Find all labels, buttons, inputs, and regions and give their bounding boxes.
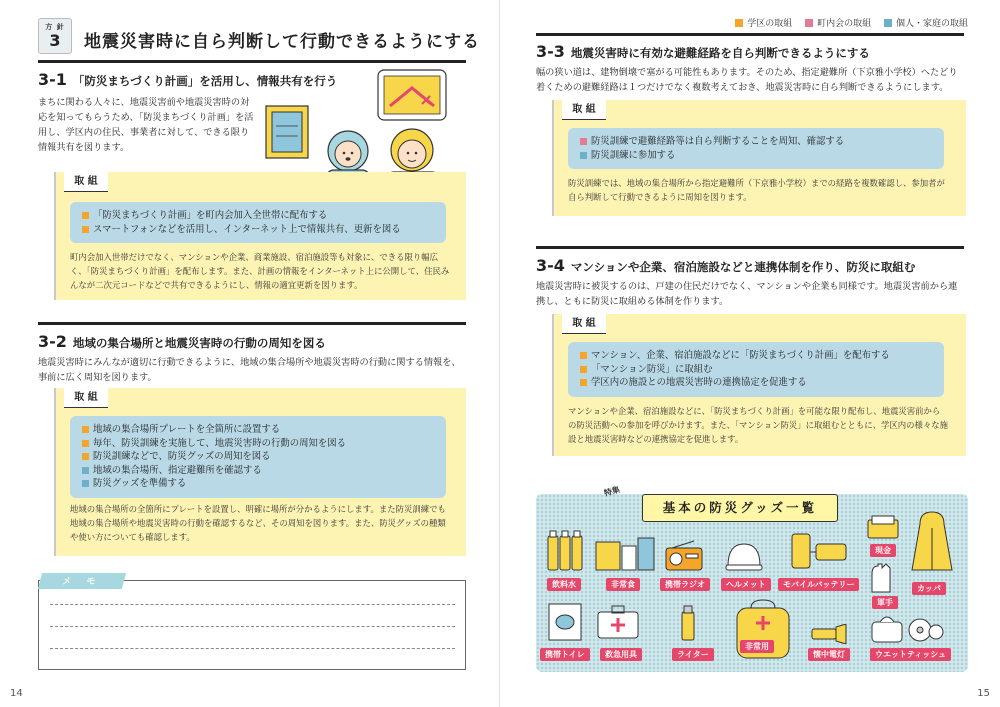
- policy-number: 3: [49, 31, 61, 50]
- policy-badge: [38, 18, 72, 54]
- section-3-1-desc: 町内会加入世帯だけでなく、マンションや企業、商業施設、宿泊施設等も対象に、できる限り幅広く、「防災まちづくり計画」を配布します。また、計画の情報をインターネット上に公開して、住民みんなが二次元コードなどで共有できるようにし、情報の適宜更新を図ります。: [70, 252, 450, 290]
- section-3-3-desc: 防災訓練では、地域の集合場所から指定避難所（下京雅小学校）までの経路を複数確認し、参加者が自ら判断して行動できるように周知を図ります。: [568, 178, 945, 202]
- section-title: 「防災まちづくり計画」を活用し、情報共有を行う: [72, 74, 338, 88]
- section-3-2-actions-box: [54, 388, 466, 556]
- policy-badge-label: 方 針: [45, 23, 65, 31]
- district-marker: [580, 366, 587, 373]
- supplies-title: 基本の防災グッズ一覧: [642, 494, 838, 522]
- item-label-food: 非常食: [606, 578, 640, 591]
- section-3-3-body: 幅の狭い道は、建物倒壊で塞がる可能性もあります。そのため、指定避難所（下京雅小学校）へたどり着くための避難経路は１つだけでなく複数考えておき、地震災害時に自ら判断できるようにします。: [536, 67, 958, 93]
- action-item: 「マンション防災」に取組む: [580, 363, 932, 377]
- mobile-battery-icon: [790, 530, 850, 572]
- action-item: 防災グッズを準備する: [82, 477, 434, 491]
- bag-label: 非常用: [740, 640, 774, 653]
- section-number: 3-4: [536, 256, 565, 275]
- action-item: 「防災まちづくり計画」を町内会加入全世帯に配布する: [82, 209, 434, 223]
- action-item: 地域の集合場所、指定避難所を確認する: [82, 464, 434, 478]
- district-marker: [82, 440, 89, 447]
- supplies-feature-tag: 特集: [603, 485, 621, 498]
- section-3-2-action-list: [70, 416, 446, 498]
- policy-rule: [38, 60, 466, 63]
- section-3-4-body: 地震災害時に被災するのは、戸建の住民だけでなく、マンションや企業も同様です。地震災害前から連携し、ともに防災に取組める体制を作ります。: [536, 281, 958, 307]
- legend-item-household: 個人・家庭の取組: [884, 16, 968, 29]
- action-item: 毎年、防災訓練を実施して、地震災害時の行動の周知を図る: [82, 437, 434, 451]
- section-3-4-heading: [536, 256, 915, 275]
- section-3-3-action-list: [568, 128, 944, 169]
- section-3-2-desc: 地域の集合場所の全箇所にプレートを設置し、明確に場所が分かるようにします。また防災訓練でも地域の集合場所や地震災害時の行動を確認するなど、その周知を図ります。また、防災グッズの種類や使い方についても確認します。: [70, 504, 446, 542]
- policy-title: 地震災害時に自ら判断して行動できるようにする: [84, 32, 480, 52]
- section-3-4-actions-box: [552, 314, 966, 456]
- memo-line: [50, 648, 455, 649]
- item-label-helmet: ヘルメット: [721, 578, 771, 591]
- raincoat-icon: [908, 510, 956, 580]
- section-3-2-heading: [38, 332, 326, 351]
- neighborhood-marker: [580, 138, 587, 145]
- memo-line: [50, 604, 455, 605]
- district-marker: [580, 352, 587, 359]
- portable-radio-icon: [664, 540, 704, 572]
- work-gloves-icon: [866, 560, 900, 594]
- action-item: 防災訓練に参加する: [580, 149, 932, 163]
- district-marker: [82, 212, 89, 219]
- first-aid-kit-icon: [596, 602, 640, 640]
- legend-item-neighborhood: 町内会の取組: [805, 16, 871, 29]
- section-3-4-action-list: [568, 342, 944, 397]
- district-marker: [82, 226, 89, 233]
- item-label-wet-tissue: ウエットティッシュ: [870, 648, 951, 661]
- action-item: マンション、企業、宿泊施設などに「防災まちづくり計画」を配布する: [580, 349, 932, 363]
- household-marker: [580, 152, 587, 159]
- action-tag: 取 組: [562, 314, 606, 334]
- item-label-raincoat: カッパ: [912, 582, 946, 595]
- memo-box[interactable]: [38, 580, 466, 670]
- legend-item-district: 学区の取組: [735, 16, 792, 29]
- section-3-2-rule: [38, 322, 466, 325]
- memo-line: [50, 626, 455, 627]
- cash-wallet-icon: [866, 514, 900, 540]
- section-3-1-body: まちに関わる人々に、地震災害前や地震災害時の対応を知ってもらうため、「防災まちづくり計画」を活用し、学区内の住民、事業者に対して、できる限り情報共有を図ります。: [38, 97, 254, 153]
- section-number: 3-1: [38, 70, 67, 89]
- section-3-3-heading: [536, 42, 870, 61]
- item-label-gloves: 軍手: [872, 596, 898, 609]
- section-title: 地震災害時に有効な避難経路を自ら判断できるようにする: [570, 46, 870, 60]
- water-bottles-icon: [545, 528, 585, 572]
- item-label-first-aid: 救急用具: [600, 648, 642, 661]
- section-3-1-actions-box: [54, 172, 466, 300]
- action-item: スマートフォンなどを活用し、インターネット上で情報共有、更新を図る: [82, 223, 434, 237]
- item-label-cash: 現金: [870, 544, 896, 557]
- action-tag: 取 組: [562, 100, 606, 120]
- action-tag: 取 組: [64, 172, 108, 192]
- district-marker: [580, 379, 587, 386]
- section-3-4-rule: [536, 246, 964, 249]
- section-number: 3-2: [38, 332, 67, 351]
- household-marker: [82, 467, 89, 474]
- page-number-right: 15: [977, 688, 990, 699]
- emergency-food-icon: [594, 532, 656, 572]
- wet-tissue-icon: [870, 610, 944, 644]
- district-marker: [82, 453, 89, 460]
- helmet-icon: [724, 540, 764, 572]
- action-item: 地域の集合場所プレートを全箇所に設置する: [82, 423, 434, 437]
- section-3-4-desc: マンションや企業、宿泊施設などに、「防災まちづくり計画」を可能な限り配布し、地震災害前からの防災活動への参加を呼びかけます。また、「マンション防災」に取組むとともに、学区内の様々な施設と地震災害時などの連携協定を促進します。: [568, 406, 949, 444]
- item-label-flashlight: 懐中電灯: [808, 648, 850, 661]
- action-item: 学区内の施設との地震災害時の連携協定を促進する: [580, 376, 932, 390]
- section-3-3-actions-box: [552, 100, 966, 216]
- page-number-left: 14: [10, 688, 23, 699]
- item-label-lighter: ライター: [672, 648, 714, 661]
- item-label-radio: 携帯ラジオ: [660, 578, 710, 591]
- action-tag: 取 組: [64, 388, 108, 408]
- memo-label: メ モ: [62, 577, 102, 587]
- household-marker: [82, 480, 89, 487]
- lighter-icon: [678, 602, 698, 642]
- section-number: 3-3: [536, 42, 565, 61]
- section-3-1-action-list: [70, 202, 446, 243]
- district-marker: [82, 426, 89, 433]
- section-3-3-rule: [536, 33, 964, 36]
- section-3-2-body: 地震災害時にみんなが適切に行動できるように、地域の集合場所や地震災害時の行動に関する情報を、事前に広く周知を図ります。: [38, 357, 461, 383]
- section-title: マンションや企業、宿泊施設などと連携体制を作り、防災に取組む: [570, 260, 916, 274]
- action-item: 防災訓練で避難経路等は自ら判断することを周知、確認する: [580, 135, 932, 149]
- portable-toilet-icon: [545, 600, 585, 642]
- item-label-toilet: 携帯トイレ: [540, 648, 590, 661]
- action-item: 防災訓練などで、防災グッズの周知を図る: [82, 450, 434, 464]
- item-label-mobile-battery: モバイルバッテリー: [778, 578, 859, 591]
- section-title: 地域の集合場所と地震災害時の行動の周知を図る: [72, 336, 326, 350]
- item-label-water: 飲料水: [547, 578, 581, 591]
- flashlight-icon: [810, 624, 850, 644]
